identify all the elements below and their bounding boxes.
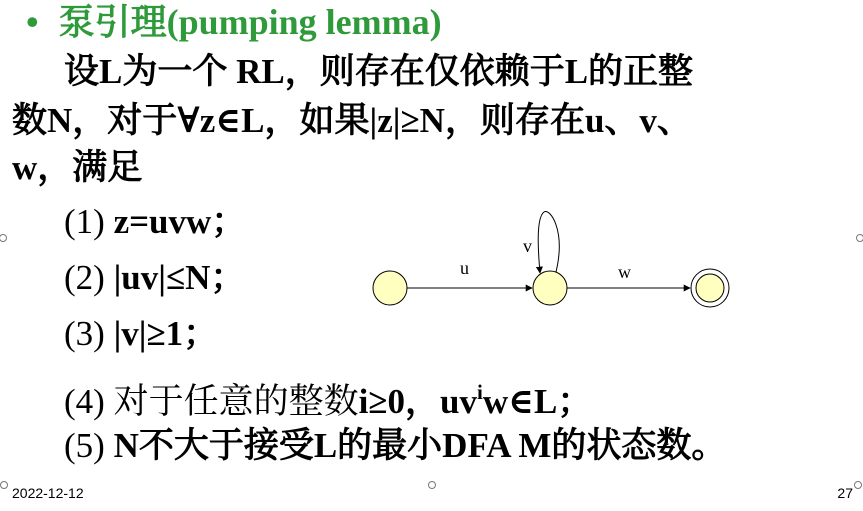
label-v: v xyxy=(523,236,532,256)
intro-line-3-text: w，满足 xyxy=(12,148,143,187)
condition-1-number: (1) xyxy=(64,202,105,241)
condition-3 xyxy=(64,312,218,356)
condition-5 xyxy=(64,424,726,468)
resize-handle-bottom-right[interactable] xyxy=(854,481,862,489)
condition-5-text: N不大于接受L的最小DFA M的状态数。 xyxy=(113,426,727,465)
automaton-diagram xyxy=(360,200,750,320)
intro-line-3 xyxy=(12,146,142,190)
intro-line-2-text: 数N，对于∀z∈L，如果|z|≥N，则存在u、v、 xyxy=(12,101,692,140)
condition-4 xyxy=(64,370,592,424)
condition-3-text: |v|≥1； xyxy=(113,314,219,353)
slide-title-text: 泵引理(pumping lemma) xyxy=(58,2,442,42)
middle-state xyxy=(533,271,567,305)
condition-2-number: (2) xyxy=(64,258,105,297)
condition-2 xyxy=(64,256,245,300)
slide-title xyxy=(26,0,442,44)
intro-line-1 xyxy=(64,50,693,94)
intro-line-2 xyxy=(12,99,692,143)
start-state xyxy=(373,271,407,305)
bullet-icon: • xyxy=(26,2,39,42)
condition-1-text: z=uvw； xyxy=(113,202,247,241)
label-u: u xyxy=(460,258,469,278)
condition-4-post: w∈L； xyxy=(482,382,593,421)
footer-date: 2022-12-12 xyxy=(12,485,84,501)
resize-handle-right[interactable] xyxy=(856,234,863,242)
condition-5-number: (5) xyxy=(64,426,105,465)
condition-1 xyxy=(64,200,246,244)
condition-4-pre: 对于任意的整数 xyxy=(113,382,359,421)
resize-handle-left[interactable] xyxy=(0,234,7,242)
condition-3-number: (3) xyxy=(64,314,105,353)
condition-4-number: (4) xyxy=(64,382,105,421)
condition-2-text: |uv|≤N； xyxy=(113,258,246,297)
resize-handle-bottom-left[interactable] xyxy=(0,481,8,489)
condition-4-mid: i≥0，uv xyxy=(358,382,477,421)
label-w: w xyxy=(618,262,631,282)
final-state-inner xyxy=(696,274,724,302)
condition-4-sup: i xyxy=(476,380,483,404)
intro-line-1-text: 设L为一个 RL，则存在仅依赖于L的正整 xyxy=(64,52,694,91)
resize-handle-bottom[interactable] xyxy=(428,481,436,489)
footer-page-number: 27 xyxy=(837,485,853,501)
transition-v-loop xyxy=(538,212,559,273)
